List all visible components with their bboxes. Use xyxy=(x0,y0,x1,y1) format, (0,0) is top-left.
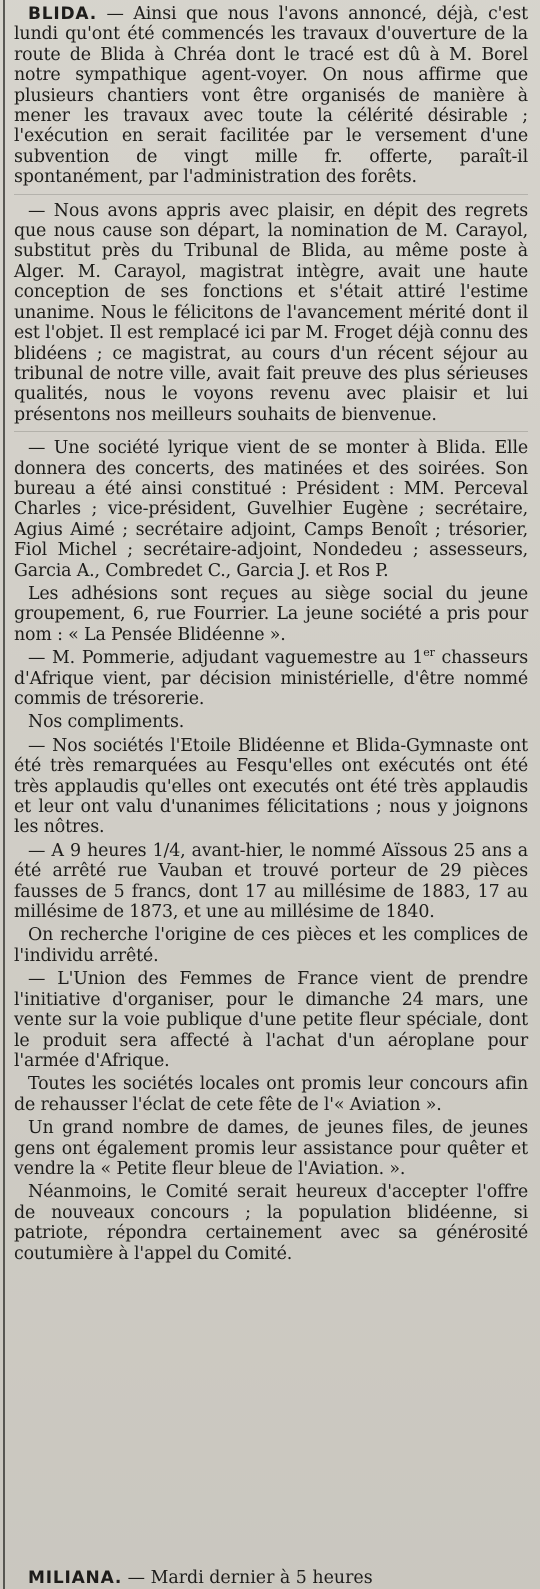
paragraph-text: — Ainsi que nous l'avons annoncé, déjà, c'est lundi qu'ont été commencés les travaux d'ouverture de la route de Blida à Chréa dont le tracé est dû à M. Borel notre sympathique agent-voyer. On nous affirme que plusieurs chantiers vont être organisés de manière à mener les travaux avec toute la célérité désirable ; l'exécution en serait facilitée par le versement d'une subvention de vingt mille fr. offerte, paraît-il spontanément, par l'administration des forêts. xyxy=(14,4,528,188)
news-column xyxy=(14,4,528,1267)
paragraph-compliments: Nos compliments. xyxy=(28,712,185,733)
ordinal-suffix: er xyxy=(423,646,435,660)
paragraph-fausse-monnaie: — A 9 heures 1/4, avant-hier, le nommé Aïssous 25 ans a été arrêté rue Vauban et trouvé porteur de 29 pièces fausses de 5 francs, dont 17 au millésime de 1883, 17 au millésime de 1873, et une au millésime de 1840. xyxy=(14,840,528,923)
column-rule xyxy=(3,0,5,1589)
paragraph-text: — M. Pommerie, adjudant vaguemestre au 1 xyxy=(28,648,424,669)
paragraph-dames: Un grand nombre de dames, de jeunes files, de jeunes gens ont également promis leur assistance pour quêter et vendre la « Petite fleur bleue de l'Aviation. ». xyxy=(14,1118,528,1179)
separator xyxy=(14,194,528,195)
dateline-blida: BLIDA. xyxy=(28,4,97,24)
paragraph-pommerie xyxy=(14,648,528,709)
separator xyxy=(14,431,528,432)
dateline-miliana: MILIANA. xyxy=(28,1568,123,1588)
paragraph-societe-lyrique: — Une société lyrique vient de se monter à Blida. Elle donnera des concerts, des matinées et des soirées. Son bureau a été ainsi constitué : Président : MM. Perceval Charles ; vice-président, Guvelhier Eugène ; secrétaire, Agius Aimé ; secrétaire adjoint, Camps Benoît ; trésorier, Fiol Michel ; secrétaire-adjoint, Nondedeu ; assesseurs, Garcia A., Combredet C., Garcia J. et Ros P. xyxy=(14,438,528,581)
paragraph-union-femmes: — L'Union des Femmes de France vient de prendre l'initiative d'organiser, pour le dimanche 24 mars, une vente sur la voie publique d'une petite fleur spéciale, dont le produit sera affecté à l'achat d'un aéroplane pour l'armée d'Afrique. xyxy=(14,969,528,1071)
paragraph-recherche: On recherche l'origine de ces pièces et les complices de l'individu arrêté. xyxy=(14,925,528,966)
paragraph-blida-route xyxy=(14,4,528,188)
paragraph-miliana xyxy=(28,1568,528,1588)
paragraph-text: — Mardi dernier à 5 heures xyxy=(122,1568,373,1588)
paragraph-comite: Néanmoins, le Comité serait heureux d'accepter l'offre de nouveaux concours ; la population blidéenne, si patriote, répondra certainement avec sa générosité coutumière à l'appel du Comité. xyxy=(14,1182,528,1264)
paragraph-societes-gymnastes: — Nos sociétés l'Etoile Blidéenne et Blida-Gymnaste ont été très remarquées au Fesqu'elles ont exécutés ont été très applaudis qu'elles ont executés ont été très applaudis et leur ont valu d'unanimes félicitations ; nous y joignons les nôtres. xyxy=(14,735,528,838)
paragraph-carayol: — Nous avons appris avec plaisir, en dépit des regrets que nous cause son départ, la nomination de M. Carayol, substitut près du Tribunal de Blida, au même poste à Alger. M. Carayol, magistrat intègre, avait une haute conception de ses fonctions et s'était attiré l'estime unanime. Nous le félicitons de l'avancement mérité dont il est l'objet. Il est remplacé ici par M. Froget déjà connu des blidéens ; ce magistrat, au cours d'un récent séjour au tribunal de notre ville, avait fait preuve des plus sérieuses qualités, nous le voyons revenu avec plaisir et lui présentons nos meilleurs souhaits de bienvenue. xyxy=(14,200,528,425)
paragraph-adhesions: Les adhésions sont reçues au siège social du jeune groupement, 6, rue Fourrier. La jeune société a pris pour nom : « La Pensée Blidéenne ». xyxy=(14,583,528,645)
paragraph-societes-locales: Toutes les sociétés locales ont promis leur concours afin de rehausser l'éclat de cete fête de l'« Aviation ». xyxy=(14,1074,528,1115)
paragraph-text: chasseurs d'Afrique vient, par décision ministérielle, d'être nommé commis de trésorerie. xyxy=(14,648,528,709)
